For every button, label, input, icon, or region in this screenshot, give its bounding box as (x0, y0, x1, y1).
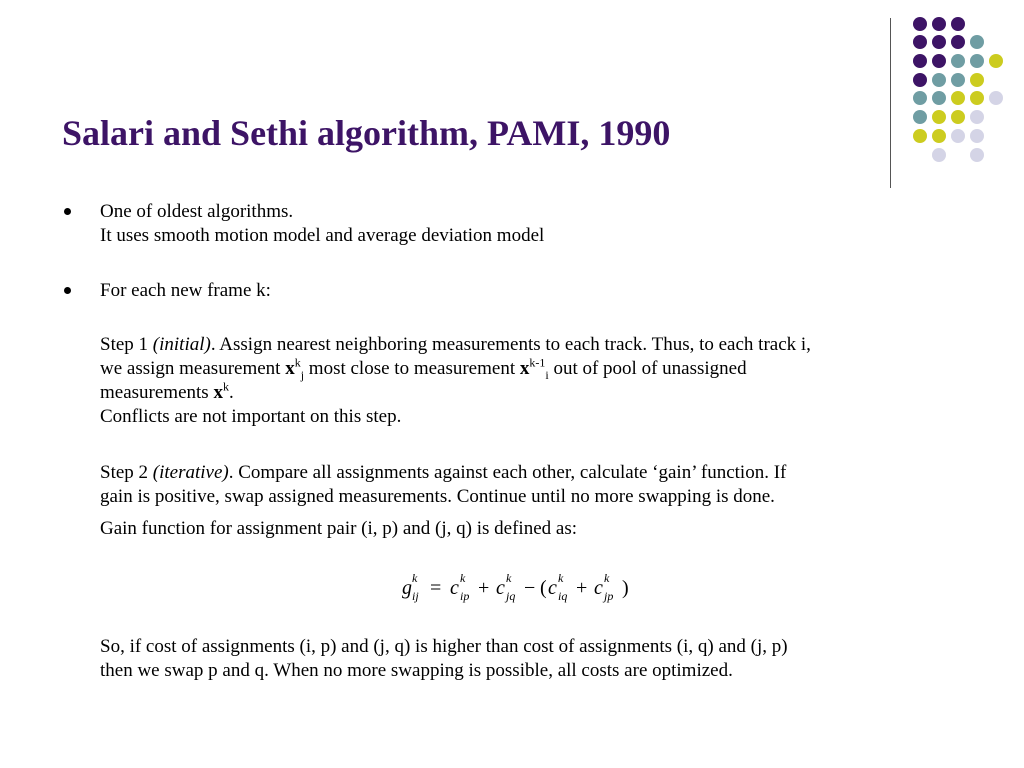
step-1-text: measurements (100, 382, 214, 403)
formula-c: c (450, 577, 459, 599)
dot-lavender (951, 129, 965, 143)
vertical-divider (890, 18, 891, 188)
bullet-2 (100, 279, 980, 303)
formula-c: c (594, 577, 603, 599)
vector-x: x (519, 358, 530, 379)
dot-teal (951, 54, 965, 68)
formula-c: c (496, 577, 505, 599)
step-1-text: most close to measurement (304, 358, 520, 379)
dot-teal (913, 91, 927, 105)
formula-sub: iq (558, 589, 568, 603)
formula-sup: k (460, 571, 466, 585)
formula-plus: + (478, 577, 490, 599)
formula-sup: k (506, 571, 512, 585)
dot-yellow (951, 91, 965, 105)
dot-lavender (932, 148, 946, 162)
formula-plus: + (576, 577, 588, 599)
formula-c: c (548, 577, 557, 599)
conclusion-line-1: So, if cost of assignments (i, p) and (j, q) is higher than cost of assignments (i, q) and (j, p) (100, 636, 788, 657)
dot-purple (932, 17, 946, 31)
gain-definition: Gain function for assignment pair (i, p) and (j, q) is defined as: (100, 518, 577, 539)
formula-g: g (402, 577, 412, 599)
dot-teal (951, 73, 965, 87)
step-2-line-1 (100, 461, 980, 485)
formula-rparen: ) (622, 577, 629, 599)
dot-purple (913, 73, 927, 87)
formula-sub: ip (460, 589, 470, 603)
formula-sub: ij (412, 589, 419, 603)
step-1-line-3 (100, 381, 980, 405)
bullet-dot (64, 208, 71, 215)
step-2-paragraph (100, 461, 980, 509)
subscript: i (545, 367, 549, 382)
bullet-2-line-1: For each new frame k: (100, 280, 271, 301)
dot-yellow (932, 110, 946, 124)
step-1-text: we assign measurement (100, 358, 286, 379)
dot-teal (970, 54, 984, 68)
step-1-text: . (228, 382, 234, 403)
bullet-1-line-1: One of oldest algorithms. (100, 201, 294, 222)
dot-purple (951, 17, 965, 31)
step-1-line-1 (100, 333, 980, 357)
dot-teal (932, 73, 946, 87)
dot-teal (932, 91, 946, 105)
formula-sup: k (558, 571, 564, 585)
gain-formula (398, 568, 638, 608)
formula-lparen: ( (540, 577, 547, 599)
step-1-italic-label: (initial) (152, 334, 211, 355)
conclusion-line-2: then we swap p and q. When no more swapping is possible, all costs are optimized. (100, 660, 733, 681)
dot-lavender (970, 110, 984, 124)
bullet-1 (100, 200, 980, 248)
dot-purple (913, 35, 927, 49)
dot-teal (913, 110, 927, 124)
dot-purple (932, 35, 946, 49)
dot-yellow (989, 54, 1003, 68)
step-2-italic-label: (iterative) (152, 462, 229, 483)
bullet-1-line-2: It uses smooth motion model and average deviation model (100, 225, 545, 246)
step-1-paragraph (100, 333, 980, 429)
vector-x: x (213, 382, 223, 403)
dot-teal (970, 35, 984, 49)
dot-yellow (970, 73, 984, 87)
dot-purple (913, 54, 927, 68)
vector-x: x (285, 358, 295, 379)
dot-purple (913, 17, 927, 31)
dot-lavender (970, 129, 984, 143)
formula-sub: jq (506, 589, 516, 603)
step-1-text: . Assign nearest neighboring measurements to each track. Thus, to each track i, (210, 334, 811, 355)
dot-yellow (913, 129, 927, 143)
superscript: k-1 (529, 355, 546, 370)
step-1-text: out of pool of unassigned (548, 358, 747, 379)
step-1-label: Step 1 (100, 334, 149, 355)
formula-equals: = (430, 577, 442, 599)
dot-yellow (970, 91, 984, 105)
formula-sub: jp (604, 589, 614, 603)
bullet-dot (64, 287, 71, 294)
step-2-line-2: gain is positive, swap assigned measurements. Continue until no more swapping is done. (100, 486, 775, 507)
conclusion-paragraph (100, 635, 980, 683)
dot-yellow (932, 129, 946, 143)
superscript: k (222, 379, 229, 394)
step-2-text: . Compare all assignments against each other, calculate ‘gain’ function. If (228, 462, 787, 483)
step-1-line-2 (100, 357, 980, 381)
formula-sup: k (412, 571, 418, 585)
superscript: k (294, 355, 301, 370)
formula-minus: − (524, 577, 536, 599)
dot-lavender (970, 148, 984, 162)
dot-lavender (989, 91, 1003, 105)
slide-title: Salari and Sethi algorithm, PAMI, 1990 (62, 113, 671, 153)
step-2-label: Step 2 (100, 462, 149, 483)
dot-yellow (951, 110, 965, 124)
subscript: j (300, 367, 305, 382)
dot-purple (932, 54, 946, 68)
step-1-line-4: Conflicts are not important on this step. (100, 406, 402, 427)
formula-sup: k (604, 571, 610, 585)
dot-purple (951, 35, 965, 49)
